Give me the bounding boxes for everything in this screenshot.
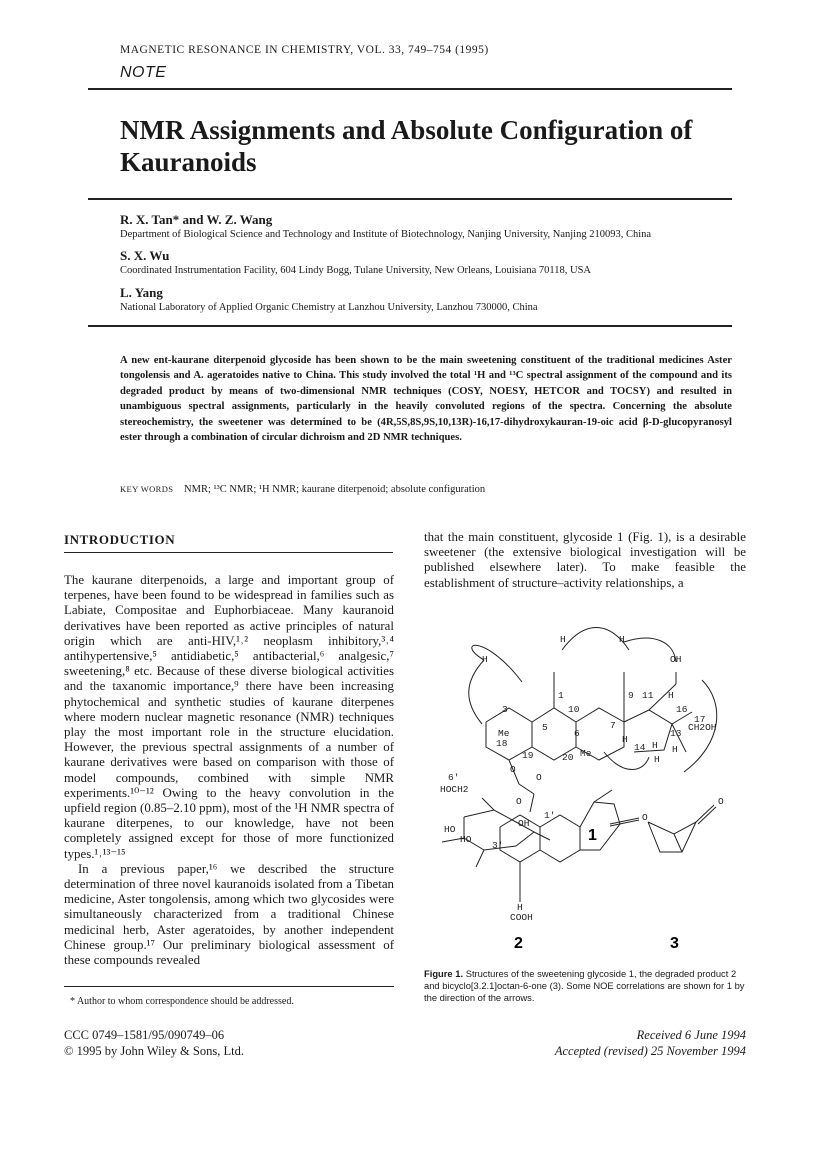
atom-label: 6'	[448, 772, 460, 783]
atom-label: 3	[502, 704, 508, 715]
atom-label: 10	[568, 704, 580, 715]
caption-label: Figure 1.	[424, 968, 464, 979]
keywords-text: NMR; ¹³C NMR; ¹H NMR; kaurane diterpenoid; absolute configuration	[184, 484, 486, 495]
atom-label: 1'	[544, 810, 556, 821]
atom-label: 6	[574, 728, 580, 739]
atom-label: 18	[496, 738, 508, 749]
intro-right-column	[424, 530, 746, 591]
paragraph: that the main constituent, glycoside 1 (Fig. 1), is a desirable sweetener (the extensive biological investigation will be published elsewhere later). To make feasible the establishment of structure–activity relationships, a	[424, 530, 746, 590]
paragraph: In a previous paper,¹⁶ we described the structure determination of three novel kauranoids isolated from a Tibetan medicine, Aster tongolensis, among which two glycosides were simultaneously characterized from a traditional Chinese medicinal herb, Aster ageratoides, by another independent Chinese group.¹⁷ Our preliminary biological assessment of these compounds revealed	[64, 861, 394, 968]
noe-arrow	[472, 645, 522, 682]
atom-label: H	[654, 754, 660, 765]
atom-label: 9	[628, 690, 634, 701]
noe-arrow	[604, 752, 649, 770]
atom-label: O	[642, 812, 648, 823]
compound-label-1: 1	[588, 827, 597, 844]
section-heading-introduction: INTRODUCTION	[64, 532, 393, 553]
atom-label: Me	[498, 728, 510, 739]
compound-label-3: 3	[670, 935, 679, 952]
atom-label: 13	[670, 728, 682, 739]
ring-d	[624, 710, 672, 752]
atom-label: H	[672, 744, 678, 755]
atom-label: O	[718, 796, 724, 807]
atom-label: H	[517, 902, 523, 913]
title-rule	[88, 198, 732, 200]
ccc-code: CCC 0749–1581/95/090749–06	[64, 1028, 225, 1042]
atom-label: 20	[562, 752, 574, 763]
paragraph: The kaurane diterpenoids, a large and important group of terpenes, have been found to be widespread in families such as Labiate, Compositae and Euphorbiaceae. Many kauranoid derivatives have been reported as active principles of natural origin which are anti-HIV,¹˒² neoplasm inhibitory,³˒⁴ antihypertensive,⁵ antidiabetic,⁵ antibacterial,⁶ analgesic,⁷ sweetening,⁸ etc. Because of these diverse biological activities and the taxanomic importance,⁹ there have been increasing phytochemical and synthetic studies of kaurane diterpenes where modern nuclear magnetic resonance (NMR) techniques play the most important role in the structure elucidation. However, the previous spectral assignments of a number of kaurane derivatives were based on comparison with those of model compounds, combined with simple NMR experiments.¹⁰⁻¹² Owing to the heavy convolution in the upfield region (0.85–2.10 ppm), most of the ¹H NMR spectra of kaurane diterpenes, to our knowledge, have not been completely assigned except for those of more functionized types.¹˒¹³⁻¹⁵	[64, 573, 394, 861]
article-title: NMR Assignments and Absolute Configuration of Kauranoids	[120, 115, 693, 177]
journal-header: MAGNETIC RESONANCE IN CHEMISTRY, VOL. 33, 749–754 (1995)	[120, 44, 489, 56]
atom-label: Me	[580, 748, 592, 759]
keywords-label: KEY WORDS	[120, 484, 174, 494]
intro-left-column	[64, 573, 394, 968]
authors-rule	[88, 325, 732, 327]
accepted-date: Accepted (revised) 25 November 1994	[554, 1044, 746, 1058]
atom-label: H	[560, 634, 566, 645]
atom-label: O	[510, 764, 516, 775]
author-block-3	[120, 285, 538, 315]
author-block-2	[120, 248, 591, 278]
footer-right	[488, 1027, 746, 1059]
author-name: R. X. Tan* and W. Z. Wang	[120, 212, 273, 227]
atom-label: HO	[460, 834, 472, 845]
footer-left	[64, 1027, 244, 1059]
atom-label: 14	[634, 742, 646, 753]
noe-arrow	[469, 660, 484, 724]
figure-structures	[424, 612, 748, 966]
atom-label: 3'	[492, 840, 504, 851]
atom-label: 7	[610, 720, 616, 731]
caption-text: Structures of the sweetening glycoside 1, the degraded product 2 and bicyclo[3.2.1]octan-6-one (3). Some NOE correlations are shown for 1 by the direction of the arrows.	[424, 968, 745, 1004]
atom-label: O	[516, 796, 522, 807]
atom-label: OH	[518, 818, 530, 829]
section-label: NOTE	[120, 64, 167, 81]
atom-label: H	[668, 690, 674, 701]
author-block-1	[120, 212, 651, 242]
atom-label: CH2OH	[688, 722, 717, 733]
atom-label: H	[652, 740, 658, 751]
atom-label: HOCH2	[440, 784, 469, 795]
author-affiliation: National Laboratory of Applied Organic Chemistry at Lanzhou University, Lanzhou 730000, China	[120, 302, 538, 313]
compound-label-2: 2	[514, 935, 523, 952]
copyright: © 1995 by John Wiley & Sons, Ltd.	[64, 1044, 244, 1058]
atom-label: H	[622, 734, 628, 745]
footnote-rule	[64, 986, 394, 987]
header-rule	[88, 88, 732, 90]
atom-label: OH	[670, 654, 682, 665]
keywords	[120, 484, 485, 495]
noe-arrow	[624, 638, 676, 662]
atom-label: 16	[676, 704, 688, 715]
author-affiliation: Department of Biological Science and Technology and Institute of Biotechnology, Nanjing University, Nanjing 210093, China	[120, 229, 652, 240]
atom-label: HO	[444, 824, 456, 835]
abstract: A new ent-kaurane diterpenoid glycoside has been shown to be the main sweetening constituent of the traditional medicines Aster tongolensis and A. ageratoides native to China. This study involved the total ¹H and ¹³C spectral assignment of the compound and its degraded product by means of two-dimensional NMR techniques (COSY, NOESY, HETCOR and TOCSY) and resulted in unambiguous spectral assignments, particularly in the heavily convoluted regions of the spectra. Concerning the absolute stereochemistry, the sweetener was determined to be (4R,5S,8S,9S,10,13R)-16,17-dihydroxykauran-19-oic acid β-D-glucopyranosyl ester through a combination of circular dichroism and 2D NMR techniques.	[120, 355, 732, 444]
atom-label: 17	[694, 714, 706, 725]
atom-label: H	[482, 654, 488, 665]
author-name: S. X. Wu	[120, 248, 170, 263]
author-affiliation: Coordinated Instrumentation Facility, 604 Lindy Bogg, Tulane University, New Orleans, Louisiana 70118, USA	[120, 265, 591, 276]
atom-label: 5	[542, 722, 548, 733]
atom-label: O	[536, 772, 542, 783]
cmpd2-ring-c	[580, 802, 620, 850]
atom-label: COOH	[510, 912, 533, 923]
footnote: * Author to whom correspondence should be addressed.	[70, 996, 294, 1007]
cmpd3-ring	[648, 822, 696, 852]
atom-label: 11	[642, 690, 654, 701]
atom-label: H	[619, 634, 625, 645]
figure-caption	[424, 968, 748, 1005]
atom-label: 1	[558, 690, 564, 701]
received-date: Received 6 June 1994	[636, 1028, 746, 1042]
atom-label: 19	[522, 750, 534, 761]
author-name: L. Yang	[120, 285, 163, 300]
